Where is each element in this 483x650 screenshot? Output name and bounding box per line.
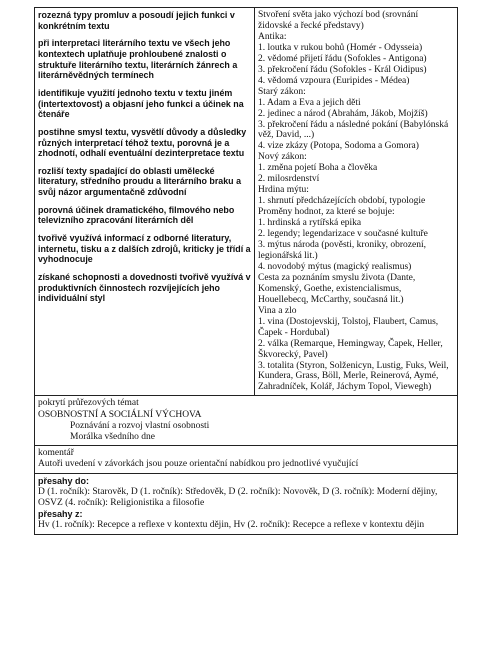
cross-topic-item: Morálka všedního dne <box>70 431 155 442</box>
transfers-to-text: Hv (1. ročník): Recepce a reflexe v kontextu dějin, Hv (2. ročník): Recepce a reflexe v kontextu dějin <box>38 520 425 531</box>
topic-line: Stvoření světa jako výchozí bod (srovnání židovské a řecké představy) <box>258 10 419 31</box>
outcome-item: porovná účinek dramatického, filmového nebo televizního zpracování literárních děl <box>38 204 235 226</box>
transfers-cell <box>35 473 458 534</box>
topic-line: 1. loutka v rukou bohů (Homér - Odysseia) <box>258 42 423 53</box>
cross-topics-cell <box>35 396 458 446</box>
transfers-from-heading: přesahy do: <box>38 475 90 486</box>
transfers-to-heading: přesahy z: <box>38 509 83 520</box>
topic-line: 3. překročení řádu (Sofokles - Král Oidipus) <box>258 64 427 75</box>
topic-line: 1. Adam a Eva a jejich děti <box>258 97 361 108</box>
outcome-item: při interpretaci literárního textu ve všech jeho kontextech uplatňuje prohloubené znalosti o struktuře literárního textu, literárních žánrech a literárněvědných termínech <box>38 38 238 81</box>
topic-line: Proměny hodnot, za které se bojuje: <box>258 207 395 218</box>
cross-topic-item: Poznávání a rozvoj vlastní osobnosti <box>70 420 210 431</box>
topic-line: 1. změna pojetí Boha a člověka <box>258 163 378 174</box>
topic-line: 2. jedinec a národ (Abrahám, Jákob, Mojžíš) <box>258 108 428 119</box>
content-row <box>35 8 458 396</box>
outcome-item: rozezná typy promluv a posoudí jejich funkci v konkrétním textu <box>38 10 235 31</box>
topic-line: 2. milosrdenství <box>258 174 320 185</box>
transfers-row <box>35 473 458 534</box>
outcome-item: identifikuje využití jednoho textu v textu jiném (intertextovost) a objasní jeho funkci a účinek na čtenáře <box>38 87 244 120</box>
cross-topics-topic: OSOBNOSTNÍ A SOCIÁLNÍ VÝCHOVA <box>38 409 202 420</box>
topic-line: Nový zákon: <box>258 152 307 163</box>
topic-line: 4. novodobý mýtus (magický realismus) <box>258 261 412 272</box>
outcome-item: tvořivě využívá informací z odborné literatury, internetu, tisku a z dalších zdrojů, kriticky je třídí a vyhodnocuje <box>38 233 251 265</box>
curriculum-table <box>34 7 458 535</box>
outcome-item: rozliší texty spadající do oblasti umělecké literatury, středního proudu a literárního braku a svůj názor argumentačně zdůvodní <box>38 165 242 198</box>
topic-line: 3. mýtus národa (pověsti, kroniky, obrození, legionářská lit.) <box>258 240 426 261</box>
topic-line: 1. hrdinská a rytířská epika <box>258 218 362 229</box>
topic-line: Cesta za poznáním smyslu života (Dante, Komenský, Goethe, existencialismus, Houellebecq, McCarthy, současná lit.) <box>258 272 416 305</box>
topic-line: 2. legendy; legendarizace v současné kultuře <box>258 229 428 240</box>
topic-line: 2. vědomé přijetí řádu (Sofokles - Antigona) <box>258 53 427 64</box>
comment-heading: komentář <box>38 448 74 459</box>
topic-line: 2. válka (Remarque, Hemingway, Čapek, Heller, Škvorecký, Pavel) <box>258 338 443 360</box>
cross-topics-heading: pokrytí průřezových témat <box>38 398 139 409</box>
topic-line: 3. překročení řádu a následné pokání (Babylónská věž, David, ...) <box>258 119 449 141</box>
topic-line: Antika: <box>258 31 287 42</box>
outcome-item: postihne smysl textu, vysvětlí důvody a důsledky různých interpretací téhož textu, porovná je a zhodnotí, odhalí eventuální dezinterpretace textu <box>38 126 247 159</box>
topic-line: Hrdina mýtu: <box>258 185 309 196</box>
topic-line: 3. totalita (Styron, Solženicyn, Lustig, Fuks, Weil, Kundera, Grass, Böll, Merle, Reinerová, Aymé, Zahradníček, Kolář, Jáchym Topol, Viewegh) <box>258 360 449 393</box>
transfers-from-text: D (1. ročník): Starověk, D (1. ročník): Středověk, D (2. ročník): Novověk, D (3. ročník): Moderní dějiny, OSVZ (4. ročník): Religionistika a filosofie <box>38 486 438 508</box>
comment-text: Autoři uvedení v závorkách jsou pouze orientační nabídkou pro jednotlivé vyučující <box>38 459 359 470</box>
topic-line: Starý zákon: <box>258 86 306 97</box>
cross-topics-row <box>35 396 458 446</box>
comment-row <box>35 446 458 473</box>
topic-line: 4. vědomá vzpoura (Euripides - Médea) <box>258 75 410 86</box>
outcome-item: získané schopnosti a dovednosti tvořivě využívá v produktivních činnostech rozvíjejících jeho individuální styl <box>38 272 251 304</box>
topics-column <box>255 8 458 396</box>
comment-cell <box>35 446 458 473</box>
outcomes-column <box>35 8 255 396</box>
topic-line: 4. vize zkázy (Potopa, Sodoma a Gomora) <box>258 141 419 152</box>
topic-line: 1. shrnutí předcházejících období, typologie <box>258 196 426 207</box>
topic-line: Vina a zlo <box>258 305 297 316</box>
topic-line: 1. vina (Dostojevskij, Tolstoj, Flaubert, Camus, Čapek - Hordubal) <box>258 316 439 338</box>
